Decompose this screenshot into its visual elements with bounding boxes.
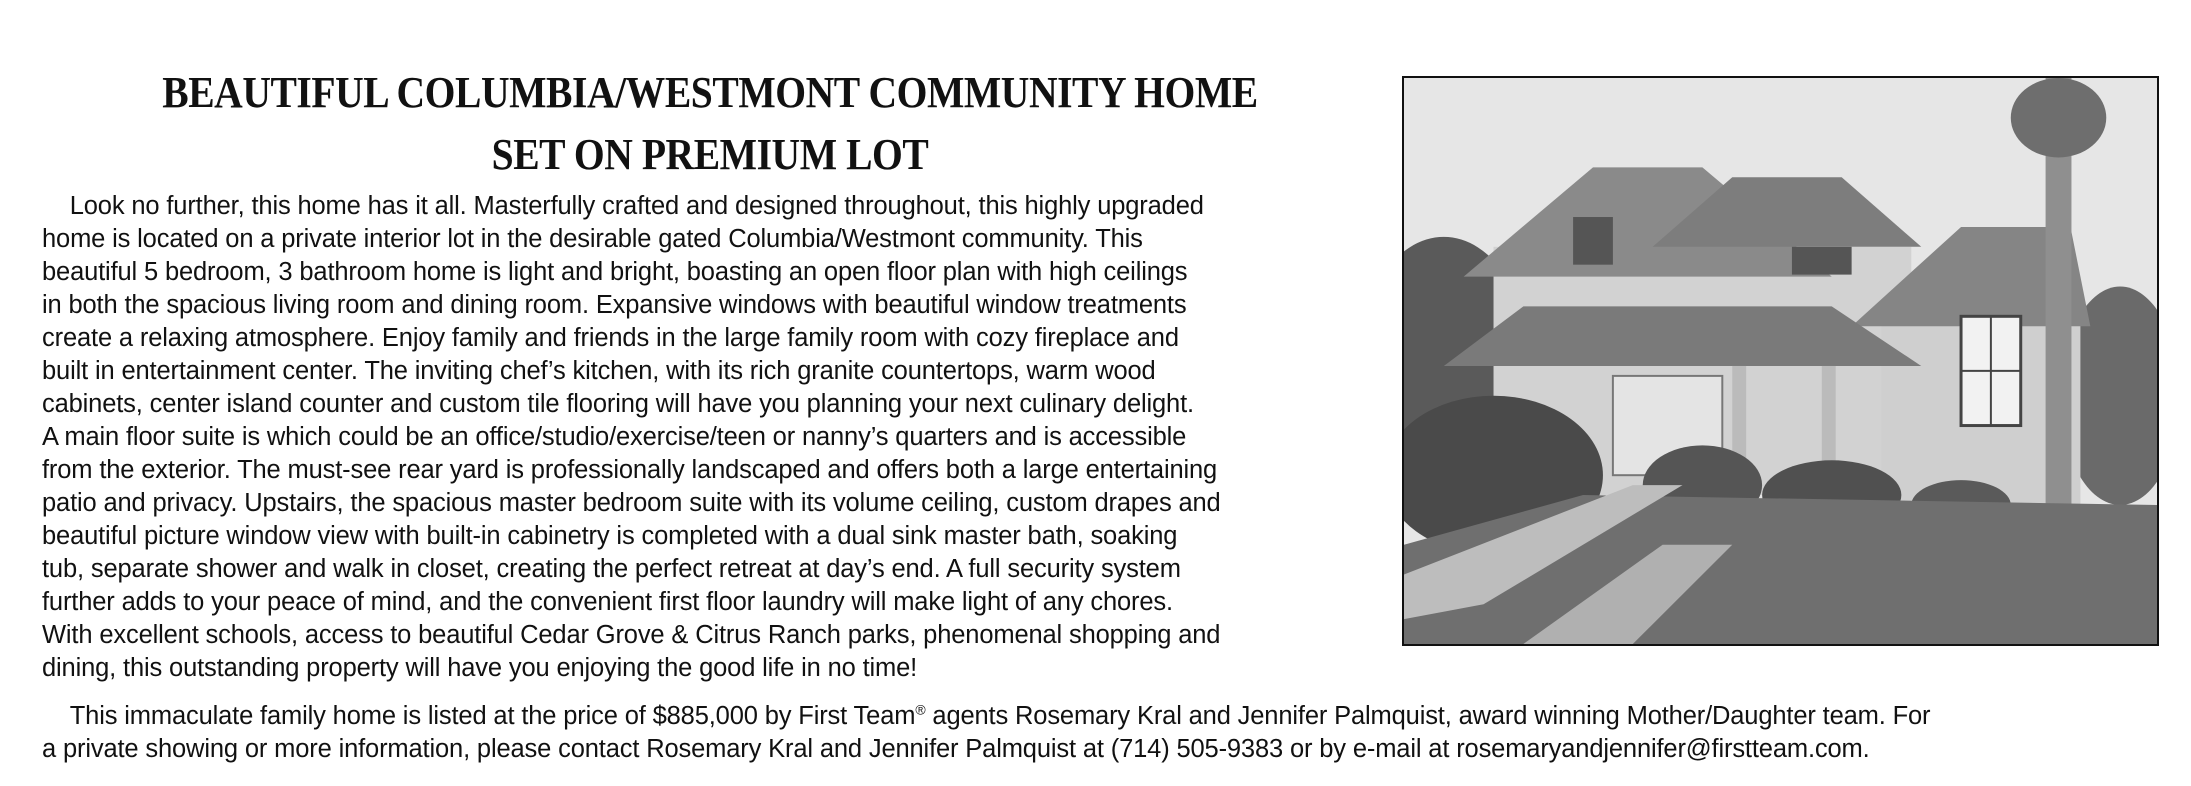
house-photo-icon — [1404, 78, 2157, 644]
description-line: A main floor suite is which could be an office/studio/exercise/teen or nanny’s quarters and is accessible — [42, 423, 1187, 451]
description-line: patio and privacy. Upstairs, the spacious master bedroom suite with its volume ceiling, custom drapes and — [42, 489, 1221, 517]
contact-line-2: a private showing or more information, please contact Rosemary Kral and Jennifer Palmquist at (714) 505-9383 or by e-mail at rosemaryandjennifer@firstteam.com. — [42, 735, 1870, 763]
listing-contact — [42, 700, 2162, 766]
headline-line-1: BEAUTIFUL COLUMBIA/WESTMONT COMMUNITY HOME — [162, 68, 1258, 117]
description-line: cabinets, center island counter and custom tile flooring will have you planning your next culinary delight. — [42, 390, 1194, 418]
price-agents-text: This immaculate family home is listed at the price of $885,000 by First Team — [42, 702, 916, 730]
description-line: built in entertainment center. The inviting chef’s kitchen, with its rich granite countertops, warm wood — [42, 357, 1156, 385]
listing-description — [42, 190, 1387, 685]
description-line: in both the spacious living room and dining room. Expansive windows with beautiful window treatments — [42, 291, 1187, 319]
contact-line-1 — [42, 700, 2162, 733]
description-line: beautiful 5 bedroom, 3 bathroom home is light and bright, boasting an open floor plan with high ceilings — [42, 258, 1188, 286]
house-photo — [1402, 76, 2159, 646]
description-line: home is located on a private interior lot in the desirable gated Columbia/Westmont community. This — [42, 225, 1143, 253]
description-line: Look no further, this home has it all. Masterfully crafted and designed throughout, this highly upgraded — [42, 192, 1204, 220]
description-line: further adds to your peace of mind, and the convenient first floor laundry will make light of any chores. — [42, 588, 1173, 616]
description-line: dining, this outstanding property will have you enjoying the good life in no time! — [42, 654, 918, 682]
agents-team-text: agents Rosemary Kral and Jennifer Palmquist, award winning Mother/Daughter team. For — [925, 702, 1931, 730]
description-line: tub, separate shower and walk in closet, creating the perfect retreat at day’s end. A full security system — [42, 555, 1181, 583]
description-line: With excellent schools, access to beautiful Cedar Grove & Citrus Ranch parks, phenomenal shopping and — [42, 621, 1221, 649]
description-line: create a relaxing atmosphere. Enjoy family and friends in the large family room with cozy fireplace and — [42, 324, 1179, 352]
description-line: beautiful picture window view with built-in cabinetry is completed with a dual sink master bath, soaking — [42, 522, 1178, 550]
headline-line-2: SET ON PREMIUM LOT — [491, 130, 929, 179]
description-line: from the exterior. The must-see rear yard is professionally landscaped and offers both a large entertaining — [42, 456, 1218, 484]
registered-mark: ® — [915, 701, 926, 718]
headline — [107, 62, 1313, 186]
